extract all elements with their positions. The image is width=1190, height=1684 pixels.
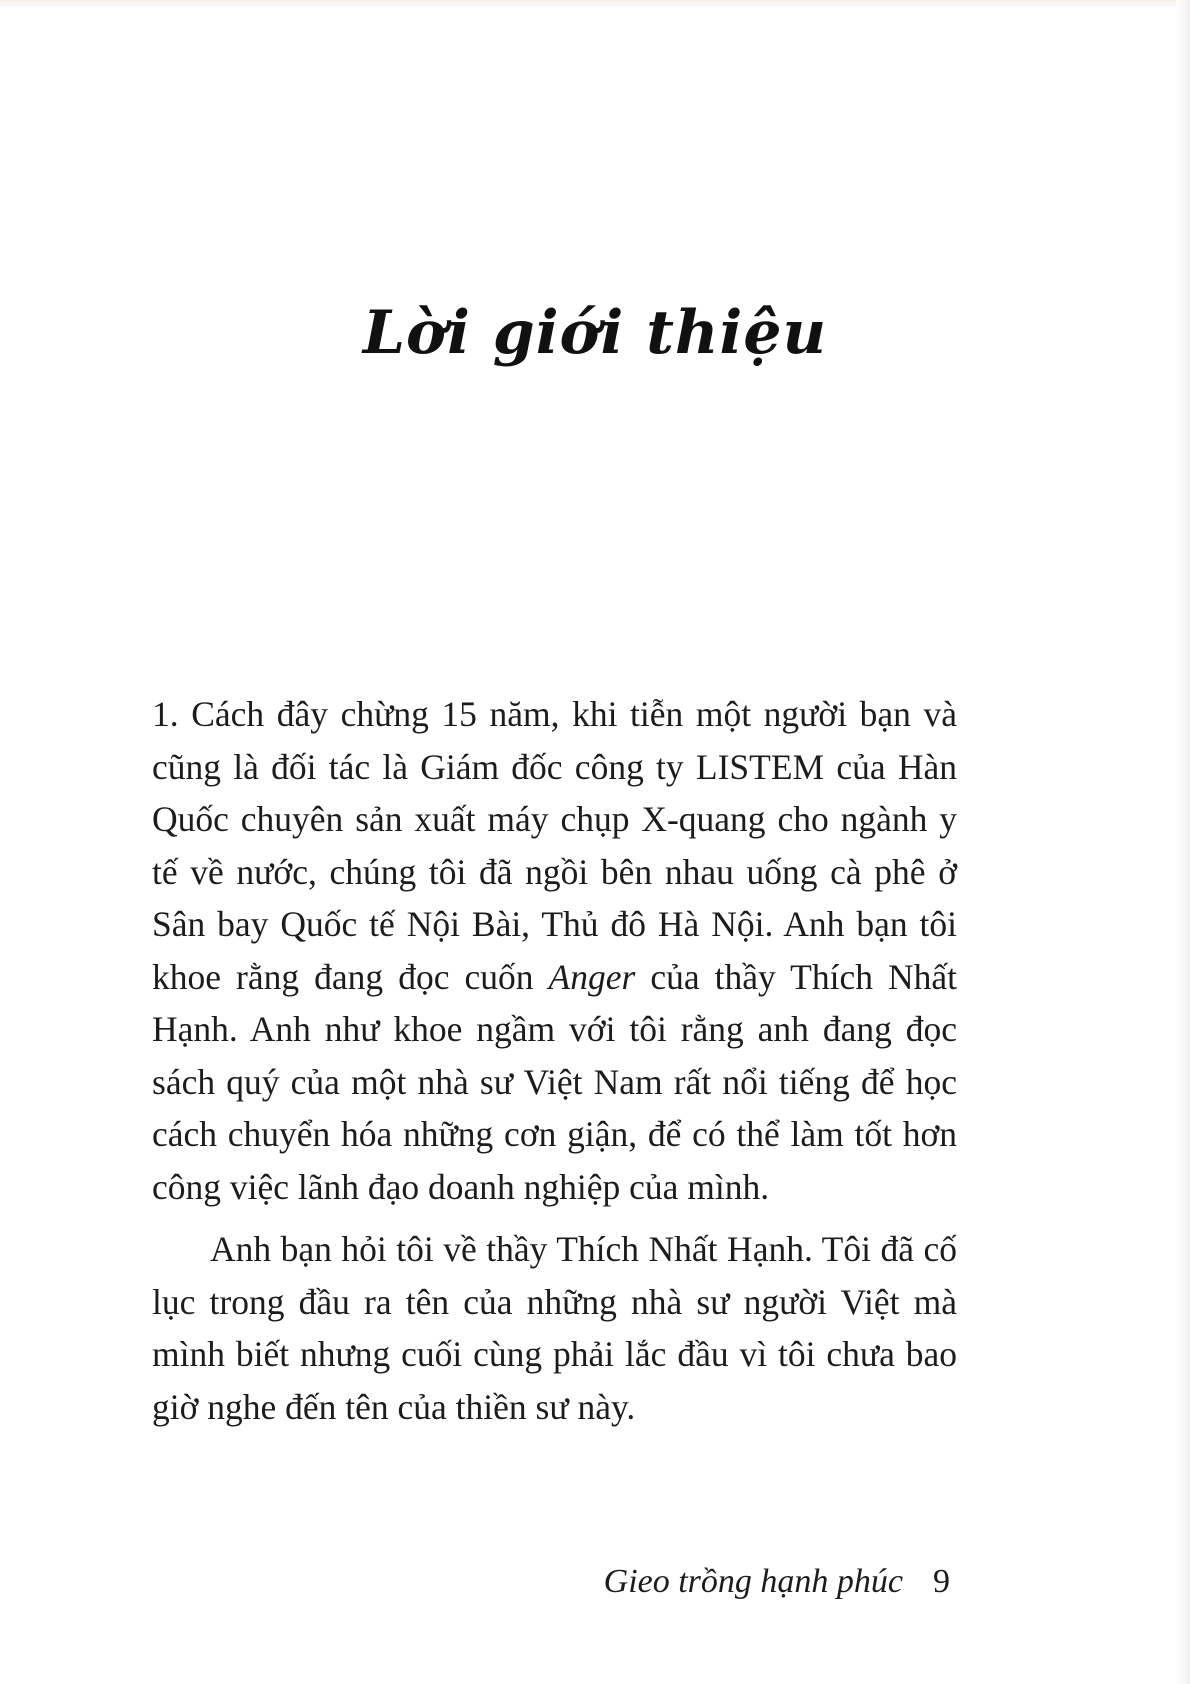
paragraph-1-lead: 1. Cách đây chừng 15 năm, khi tiễn một người bạn và cũng là đối tác là Giám đốc công ty LISTEM của Hàn Quốc chuyên sản xuất máy chụp X-quang cho ngành y tế về nước, chúng tôi đã ngồi bên nhau uống cà phê ở Sân bay Quốc tế Nội Bài, Thủ đô Hà Nội. Anh bạn tôi khoe rằng đang đọc cuốn [152,694,957,997]
paragraph-1-rest: của thầy Thích Nhất Hạnh. Anh như khoe ngầm với tôi rằng anh đang đọc sách quý của một nhà sư Việt Nam rất nổi tiếng để học cách chuyển hóa những cơn giận, để có thể làm tốt hơn công việc lãnh đạo doanh nghiệp của mình. [152,956,958,1207]
body-text [152,688,957,1433]
paragraph-2: Anh bạn hỏi tôi về thầy Thích Nhất Hạnh. Tôi đã cố lục trong đầu ra tên của những nhà sư người Việt mà mình biết nhưng cuối cùng phải lắc đầu vì tôi chưa bao giờ nghe đến tên của thiền sư này. [152,1229,957,1427]
book-title-anger: Anger [548,956,636,997]
page-number: 9 [933,1563,950,1600]
chapter-title: Lời giới thiệu [362,298,828,369]
page-right-edge [1176,0,1190,1684]
page-footer [580,1563,950,1601]
running-footer-title: Gieo trồng hạnh phúc [603,1563,903,1600]
page-top-edge [0,0,1190,8]
paragraph-1 [152,688,957,1213]
